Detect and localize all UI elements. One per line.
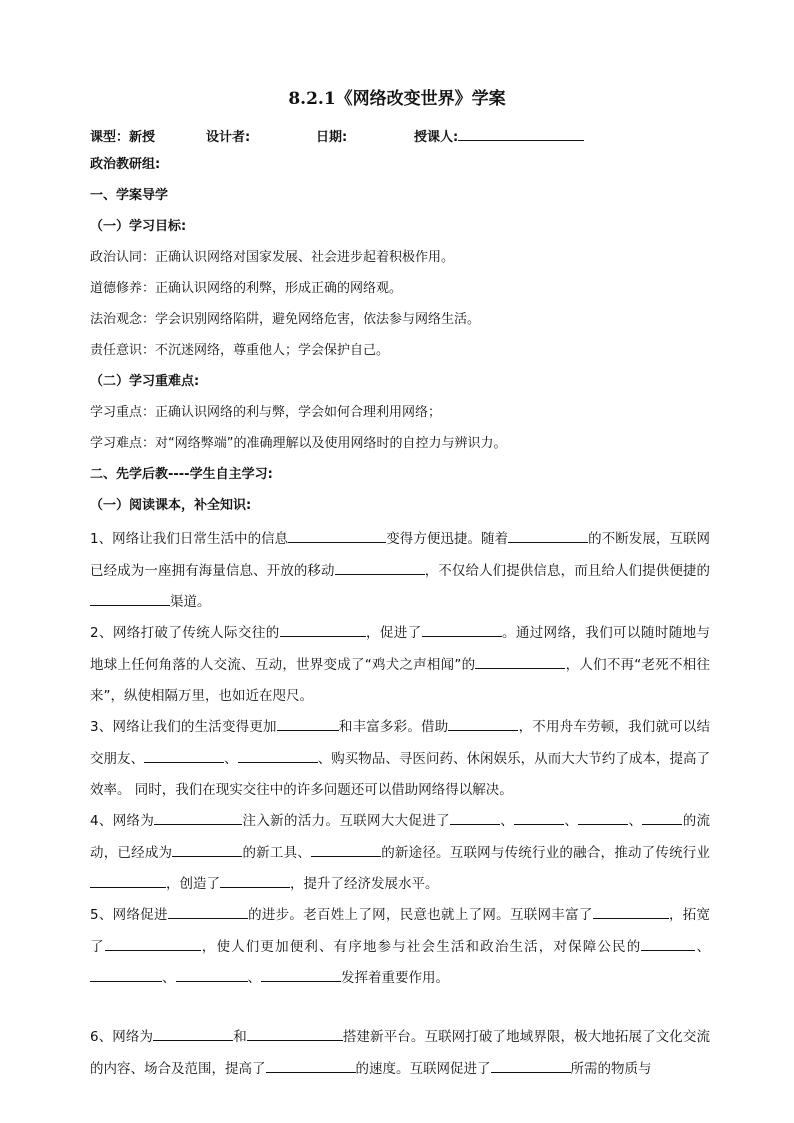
section2-heading: 二、先学后教----学生自主学习: xyxy=(90,467,273,482)
key-point: 学习重点：正确认识网络的利与弊，学会如何合理利用网络； xyxy=(90,405,442,420)
goal-item: 责任意识：不沉迷网络，尊重他人；学会保护自己。 xyxy=(90,343,390,358)
answer-blank[interactable] xyxy=(508,527,588,543)
answer-blank[interactable] xyxy=(105,935,201,951)
answer-blank[interactable] xyxy=(491,1057,571,1073)
reading-heading: （一）阅读课本，补全知识: xyxy=(90,498,252,513)
answer-blank[interactable] xyxy=(277,715,339,731)
fill-item-6: 6、网络为 和 搭建新平台。互联网打破了地域界限，极大地拓展了文化交流的内容、场合及范围，提高了 的速度。互联网促进了 所需的物质与 xyxy=(90,1022,710,1085)
answer-blank[interactable] xyxy=(448,715,518,731)
key-points-heading: （二）学习重难点: xyxy=(90,374,200,389)
answer-blank[interactable] xyxy=(238,747,318,763)
answer-blank[interactable] xyxy=(578,809,628,825)
answer-blank[interactable] xyxy=(475,653,565,669)
answer-blank[interactable] xyxy=(220,872,290,888)
answer-blank[interactable] xyxy=(422,621,502,637)
answer-blank[interactable] xyxy=(144,747,224,763)
fill-item-4: 4、网络为 注入新的活力。互联网大大促进了 、 、 、 的流动，已经成为 的新工具、 的新途径。互联网与传统行业的融合，推动了传统行业，创造了 ，提升了经济发展水平。 xyxy=(90,806,710,901)
answer-blank[interactable] xyxy=(288,527,386,543)
answer-blank[interactable] xyxy=(176,966,248,982)
answer-blank[interactable] xyxy=(247,1025,343,1041)
section1-heading: 一、学案导学 xyxy=(90,188,169,203)
fill-item-2: 2、网络打破了传统人际交往的 ，促进了 。通过网络，我们可以随时随地与地球上任何角落的人交流、互动，世界变成了“鸡犬之声相闻”的 ，人们不再“老死不相往来”，纵使相隔万里，也如近在咫尺。 xyxy=(90,618,710,713)
teacher-blank xyxy=(458,126,584,141)
goal-item: 道德修养：正确认识网络的利弊，形成正确的网络观。 xyxy=(90,281,403,296)
answer-blank[interactable] xyxy=(335,559,425,575)
group-label: 政治教研组: xyxy=(90,157,161,172)
answer-blank[interactable] xyxy=(168,903,248,919)
answer-blank[interactable] xyxy=(450,809,500,825)
course-type: 课型：新授 xyxy=(90,130,156,145)
answer-blank[interactable] xyxy=(90,872,166,888)
goal-item: 法治观念：学会识别网络陷阱，避免网络危害，依法参与网络生活。 xyxy=(90,312,481,327)
date-label: 日期: xyxy=(316,130,348,145)
answer-blank[interactable] xyxy=(90,590,170,606)
answer-blank[interactable] xyxy=(593,903,669,919)
difficult-point: 学习难点：对“网络弊端”的准确理解以及使用网络时的自控力与辨识力。 xyxy=(90,436,507,451)
goal-item: 政治认同：正确认识网络对国家发展、社会进步起着积极作用。 xyxy=(90,250,455,265)
fill-item-1: 1、网络让我们日常生活中的信息 变得方便迅捷。随着 的不断发展，互联网已经成为一座拥有海量信息、开放的移动 ，不仅给人们提供信息，而且给人们提供便捷的渠道。 xyxy=(90,524,710,619)
designer-label: 设计者: xyxy=(206,130,251,145)
page-title: 8.2.1《网络改变世界》学案 xyxy=(288,89,506,109)
answer-blank[interactable] xyxy=(90,966,162,982)
goals-heading: （一）学习目标: xyxy=(90,219,187,234)
fill-item-5: 5、网络促进 的进步。老百姓上了网，民意也就上了网。互联网丰富了 ，拓宽了 ，使人们更加便利、有序地参与社会生活和政治生活，对保障公民的 、、 、 发挥着重要作用。 xyxy=(90,900,710,995)
answer-blank[interactable] xyxy=(280,621,366,637)
answer-blank[interactable] xyxy=(266,1057,356,1073)
fill-item-3: 3、网络让我们的生活变得更加 和丰富多彩。借助 ，不用舟车劳顿，我们就可以结交朋友、 、 、购买物品、寻医问药、休闲娱乐，从而大大节约了成本，提高了效率。 同时，我们在现实交往中的许多问题还可以借助网络得以解决。 xyxy=(90,712,710,807)
answer-blank[interactable] xyxy=(641,935,695,951)
answer-blank[interactable] xyxy=(261,966,341,982)
answer-blank[interactable] xyxy=(514,809,564,825)
answer-blank[interactable] xyxy=(154,809,242,825)
answer-blank[interactable] xyxy=(642,809,682,825)
teacher-label: 授课人: xyxy=(414,130,459,145)
meta-row xyxy=(90,126,710,148)
answer-blank[interactable] xyxy=(153,1025,233,1041)
answer-blank[interactable] xyxy=(311,841,381,857)
answer-blank[interactable] xyxy=(172,841,242,857)
